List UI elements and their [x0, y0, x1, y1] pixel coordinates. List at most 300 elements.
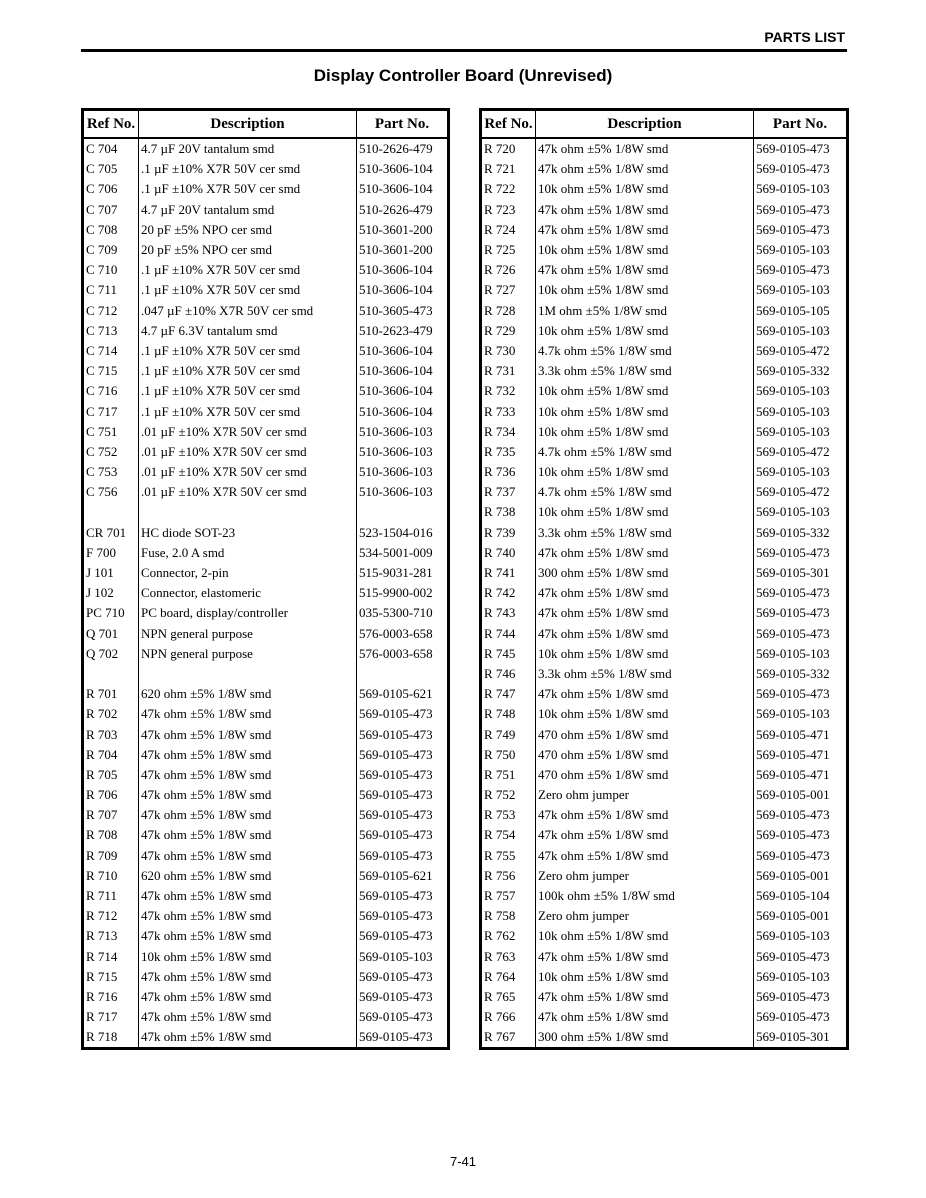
ref-no-cell: CR 701 — [83, 523, 139, 543]
table-row — [481, 523, 848, 543]
table-header-row — [83, 110, 449, 139]
part-no-cell: 510-3601-200 — [357, 240, 449, 260]
part-no-cell: 569-0105-103 — [754, 967, 848, 987]
description-cell: 470 ohm ±5% 1/8W smd — [536, 745, 754, 765]
part-no-cell: 569-0105-473 — [754, 1007, 848, 1027]
ref-no-cell: R 714 — [83, 947, 139, 967]
part-no-cell: 510-3606-104 — [357, 401, 449, 421]
ref-no-cell: R 720 — [481, 138, 536, 159]
part-no-cell: 576-0003-658 — [357, 624, 449, 644]
part-no-cell: 534-5001-009 — [357, 543, 449, 563]
description-cell: 10k ohm ±5% 1/8W smd — [536, 704, 754, 724]
ref-no-cell: R 705 — [83, 765, 139, 785]
description-cell: 47k ohm ±5% 1/8W smd — [536, 1007, 754, 1027]
description-cell: 47k ohm ±5% 1/8W smd — [536, 805, 754, 825]
description-cell: 620 ohm ±5% 1/8W smd — [139, 866, 357, 886]
table-row — [83, 523, 449, 543]
part-no-cell: 510-3606-104 — [357, 260, 449, 280]
table-row — [481, 684, 848, 704]
table-row — [481, 967, 848, 987]
table-row — [83, 704, 449, 724]
ref-no-cell: R 758 — [481, 906, 536, 926]
description-cell: HC diode SOT-23 — [139, 523, 357, 543]
description-cell: 300 ohm ±5% 1/8W smd — [536, 563, 754, 583]
table-row — [481, 240, 848, 260]
ref-no-cell: R 732 — [481, 381, 536, 401]
description-cell: .1 µF ±10% X7R 50V cer smd — [139, 179, 357, 199]
table-row — [481, 401, 848, 421]
part-no-cell: 569-0105-105 — [754, 301, 848, 321]
description-cell: 10k ohm ±5% 1/8W smd — [536, 967, 754, 987]
table-row — [83, 825, 449, 845]
part-no-cell: 569-0105-473 — [754, 260, 848, 280]
ref-no-cell: F 700 — [83, 543, 139, 563]
description-cell: 10k ohm ±5% 1/8W smd — [536, 240, 754, 260]
ref-no-cell: R 750 — [481, 745, 536, 765]
description-cell: Zero ohm jumper — [536, 866, 754, 886]
table-row — [83, 220, 449, 240]
description-cell: 620 ohm ±5% 1/8W smd — [139, 684, 357, 704]
table-row — [83, 947, 449, 967]
part-no-cell: 569-0105-473 — [357, 886, 449, 906]
table-row — [83, 624, 449, 644]
table-row — [481, 138, 848, 159]
ref-no-cell: R 727 — [481, 280, 536, 300]
ref-no-cell: R 740 — [481, 543, 536, 563]
part-no-cell: 569-0105-103 — [754, 321, 848, 341]
description-cell: 47k ohm ±5% 1/8W smd — [536, 159, 754, 179]
ref-no-cell: R 764 — [481, 967, 536, 987]
part-no-cell: 569-0105-103 — [754, 502, 848, 522]
table-row — [83, 502, 449, 522]
ref-no-cell: C 713 — [83, 321, 139, 341]
description-cell: 47k ohm ±5% 1/8W smd — [139, 704, 357, 724]
part-no-header: Part No. — [754, 110, 848, 139]
table-row — [481, 785, 848, 805]
ref-no-cell: R 748 — [481, 704, 536, 724]
description-cell: 470 ohm ±5% 1/8W smd — [536, 765, 754, 785]
ref-no-cell: R 707 — [83, 805, 139, 825]
part-no-cell: 569-0105-001 — [754, 906, 848, 926]
ref-no-cell: R 730 — [481, 341, 536, 361]
ref-no-cell: R 742 — [481, 583, 536, 603]
description-cell: 10k ohm ±5% 1/8W smd — [536, 321, 754, 341]
part-no-cell: 569-0105-473 — [357, 967, 449, 987]
table-row — [481, 906, 848, 926]
ref-no-cell: C 716 — [83, 381, 139, 401]
table-row — [481, 926, 848, 946]
ref-no-header: Ref No. — [481, 110, 536, 139]
part-no-cell: 510-3606-104 — [357, 361, 449, 381]
table-row — [481, 442, 848, 462]
part-no-cell: 576-0003-658 — [357, 644, 449, 664]
part-no-cell: 510-3601-200 — [357, 220, 449, 240]
description-cell — [139, 664, 357, 684]
description-cell: 47k ohm ±5% 1/8W smd — [536, 987, 754, 1007]
table-row — [481, 866, 848, 886]
description-cell: 47k ohm ±5% 1/8W smd — [139, 825, 357, 845]
table-row — [83, 765, 449, 785]
description-header: Description — [536, 110, 754, 139]
ref-no-cell: R 701 — [83, 684, 139, 704]
section-header: PARTS LIST — [764, 29, 845, 45]
table-row — [83, 745, 449, 765]
description-cell: 10k ohm ±5% 1/8W smd — [536, 644, 754, 664]
ref-no-cell: R 728 — [481, 301, 536, 321]
table-row — [83, 886, 449, 906]
description-cell: 4.7k ohm ±5% 1/8W smd — [536, 341, 754, 361]
description-cell: .1 µF ±10% X7R 50V cer smd — [139, 401, 357, 421]
description-header: Description — [139, 110, 357, 139]
table-row — [83, 583, 449, 603]
description-cell: .01 µF ±10% X7R 50V cer smd — [139, 422, 357, 442]
part-no-cell: 510-3606-104 — [357, 159, 449, 179]
part-no-cell: 569-0105-001 — [754, 866, 848, 886]
description-cell: 47k ohm ±5% 1/8W smd — [139, 785, 357, 805]
description-cell: 4.7k ohm ±5% 1/8W smd — [536, 482, 754, 502]
ref-no-cell: R 738 — [481, 502, 536, 522]
part-no-cell: 510-3606-103 — [357, 482, 449, 502]
table-row — [481, 846, 848, 866]
ref-no-cell: J 101 — [83, 563, 139, 583]
description-cell: 10k ohm ±5% 1/8W smd — [536, 401, 754, 421]
ref-no-cell: R 752 — [481, 785, 536, 805]
part-no-cell: 569-0105-473 — [357, 785, 449, 805]
description-cell: NPN general purpose — [139, 644, 357, 664]
table-row — [481, 947, 848, 967]
ref-no-cell: R 736 — [481, 462, 536, 482]
part-no-cell: 569-0105-473 — [357, 1007, 449, 1027]
ref-no-cell: R 749 — [481, 724, 536, 744]
table-row — [83, 664, 449, 684]
description-cell: 47k ohm ±5% 1/8W smd — [139, 886, 357, 906]
ref-no-cell: R 711 — [83, 886, 139, 906]
description-cell: 47k ohm ±5% 1/8W smd — [139, 765, 357, 785]
table-row — [481, 987, 848, 1007]
description-cell: 300 ohm ±5% 1/8W smd — [536, 1027, 754, 1049]
table-row — [83, 724, 449, 744]
part-no-cell: 510-3606-103 — [357, 422, 449, 442]
ref-no-cell: C 752 — [83, 442, 139, 462]
table-row — [481, 886, 848, 906]
part-no-cell: 569-0105-471 — [754, 765, 848, 785]
part-no-cell: 569-0105-473 — [357, 745, 449, 765]
part-no-cell: 569-0105-332 — [754, 523, 848, 543]
description-cell: 4.7k ohm ±5% 1/8W smd — [536, 442, 754, 462]
description-cell: 47k ohm ±5% 1/8W smd — [139, 1027, 357, 1049]
ref-no-cell — [83, 664, 139, 684]
description-cell: 47k ohm ±5% 1/8W smd — [536, 200, 754, 220]
part-no-cell: 510-3606-104 — [357, 341, 449, 361]
part-no-cell: 569-0105-103 — [754, 704, 848, 724]
table-row — [83, 280, 449, 300]
description-cell: 10k ohm ±5% 1/8W smd — [536, 462, 754, 482]
table-row — [83, 785, 449, 805]
ref-no-cell: R 739 — [481, 523, 536, 543]
description-cell: 20 pF ±5% NPO cer smd — [139, 220, 357, 240]
description-cell: Connector, 2-pin — [139, 563, 357, 583]
part-no-cell: 569-0105-473 — [754, 805, 848, 825]
part-no-cell: 569-0105-103 — [754, 280, 848, 300]
ref-no-cell: R 706 — [83, 785, 139, 805]
ref-no-cell: R 713 — [83, 926, 139, 946]
description-cell: .01 µF ±10% X7R 50V cer smd — [139, 462, 357, 482]
description-cell: 47k ohm ±5% 1/8W smd — [139, 745, 357, 765]
table-row — [83, 381, 449, 401]
part-no-cell: 569-0105-621 — [357, 684, 449, 704]
table-row — [83, 684, 449, 704]
ref-no-cell: C 717 — [83, 401, 139, 421]
ref-no-cell: R 710 — [83, 866, 139, 886]
table-row — [83, 644, 449, 664]
ref-no-cell: R 757 — [481, 886, 536, 906]
table-row — [481, 321, 848, 341]
part-no-cell: 569-0105-473 — [357, 906, 449, 926]
table-row — [83, 866, 449, 886]
ref-no-cell: C 714 — [83, 341, 139, 361]
ref-no-cell: R 703 — [83, 724, 139, 744]
table-row — [481, 422, 848, 442]
description-cell: 47k ohm ±5% 1/8W smd — [139, 926, 357, 946]
ref-no-cell: R 755 — [481, 846, 536, 866]
table-row — [83, 179, 449, 199]
table-row — [481, 220, 848, 240]
part-no-cell: 510-2623-479 — [357, 321, 449, 341]
ref-no-cell: R 751 — [481, 765, 536, 785]
ref-no-cell: R 765 — [481, 987, 536, 1007]
ref-no-cell: R 721 — [481, 159, 536, 179]
table-row — [481, 1027, 848, 1049]
description-cell: .1 µF ±10% X7R 50V cer smd — [139, 280, 357, 300]
description-cell: Connector, elastomeric — [139, 583, 357, 603]
ref-no-cell: R 715 — [83, 967, 139, 987]
table-row — [481, 765, 848, 785]
table-row — [83, 200, 449, 220]
description-cell: 1M ohm ±5% 1/8W smd — [536, 301, 754, 321]
part-no-cell: 510-3606-103 — [357, 442, 449, 462]
table-row — [481, 341, 848, 361]
description-cell: 10k ohm ±5% 1/8W smd — [139, 947, 357, 967]
table-row — [481, 724, 848, 744]
table-row — [481, 603, 848, 623]
ref-no-cell: C 712 — [83, 301, 139, 321]
ref-no-cell: C 711 — [83, 280, 139, 300]
description-cell: 10k ohm ±5% 1/8W smd — [536, 422, 754, 442]
description-cell: 47k ohm ±5% 1/8W smd — [536, 624, 754, 644]
description-cell: NPN general purpose — [139, 624, 357, 644]
table-row — [83, 361, 449, 381]
part-no-cell: 569-0105-473 — [754, 825, 848, 845]
table-row — [83, 805, 449, 825]
description-cell: PC board, display/controller — [139, 603, 357, 623]
description-cell: 47k ohm ±5% 1/8W smd — [139, 1007, 357, 1027]
table-row — [481, 704, 848, 724]
ref-no-cell: R 754 — [481, 825, 536, 845]
description-cell: 4.7 µF 20V tantalum smd — [139, 200, 357, 220]
description-cell: .1 µF ±10% X7R 50V cer smd — [139, 260, 357, 280]
description-cell: .1 µF ±10% X7R 50V cer smd — [139, 159, 357, 179]
table-row — [481, 583, 848, 603]
table-row — [481, 745, 848, 765]
table-row — [83, 442, 449, 462]
table-row — [83, 846, 449, 866]
ref-no-cell: R 747 — [481, 684, 536, 704]
page-number: 7-41 — [449, 1154, 477, 1169]
table-row — [83, 462, 449, 482]
ref-no-cell: C 707 — [83, 200, 139, 220]
table-row — [83, 401, 449, 421]
ref-no-cell: R 716 — [83, 987, 139, 1007]
header-rule — [81, 49, 847, 52]
ref-no-cell: R 704 — [83, 745, 139, 765]
table-row — [481, 502, 848, 522]
description-cell: 10k ohm ±5% 1/8W smd — [536, 179, 754, 199]
description-cell: 47k ohm ±5% 1/8W smd — [139, 967, 357, 987]
table-row — [481, 825, 848, 845]
ref-no-cell: R 723 — [481, 200, 536, 220]
part-no-cell: 569-0105-103 — [754, 462, 848, 482]
part-no-cell: 569-0105-473 — [357, 805, 449, 825]
part-no-cell: 569-0105-473 — [357, 704, 449, 724]
ref-no-cell: C 709 — [83, 240, 139, 260]
part-no-cell: 569-0105-301 — [754, 1027, 848, 1049]
table-row — [481, 462, 848, 482]
part-no-cell: 569-0105-103 — [754, 422, 848, 442]
part-no-cell: 569-0105-473 — [357, 825, 449, 845]
part-no-cell: 569-0105-473 — [754, 947, 848, 967]
table-row — [83, 987, 449, 1007]
part-no-cell: 510-3606-104 — [357, 280, 449, 300]
ref-no-cell: R 729 — [481, 321, 536, 341]
table-row — [481, 1007, 848, 1027]
ref-no-cell: R 737 — [481, 482, 536, 502]
part-no-cell: 569-0105-472 — [754, 442, 848, 462]
ref-no-cell: R 722 — [481, 179, 536, 199]
description-cell: 470 ohm ±5% 1/8W smd — [536, 724, 754, 744]
part-no-cell: 569-0105-301 — [754, 563, 848, 583]
parts-table-left — [81, 108, 450, 1050]
part-no-cell: 569-0105-473 — [754, 603, 848, 623]
table-row — [481, 280, 848, 300]
description-cell: .01 µF ±10% X7R 50V cer smd — [139, 442, 357, 462]
table-row — [83, 240, 449, 260]
part-no-cell: 569-0105-473 — [754, 159, 848, 179]
table-row — [83, 422, 449, 442]
ref-no-cell: R 745 — [481, 644, 536, 664]
table-row — [481, 179, 848, 199]
part-no-cell: 569-0105-103 — [754, 926, 848, 946]
ref-no-cell: R 763 — [481, 947, 536, 967]
part-no-cell: 569-0105-332 — [754, 664, 848, 684]
description-cell: 4.7 µF 20V tantalum smd — [139, 138, 357, 159]
part-no-cell: 569-0105-473 — [357, 926, 449, 946]
ref-no-header: Ref No. — [83, 110, 139, 139]
description-cell: 3.3k ohm ±5% 1/8W smd — [536, 361, 754, 381]
description-cell: 47k ohm ±5% 1/8W smd — [536, 603, 754, 623]
ref-no-cell: PC 710 — [83, 603, 139, 623]
description-cell: 47k ohm ±5% 1/8W smd — [139, 724, 357, 744]
part-no-cell: 569-0105-472 — [754, 482, 848, 502]
ref-no-cell: R 756 — [481, 866, 536, 886]
part-no-cell: 569-0105-473 — [357, 987, 449, 1007]
table-row — [481, 563, 848, 583]
ref-no-cell: C 751 — [83, 422, 139, 442]
ref-no-cell: C 756 — [83, 482, 139, 502]
part-no-cell: 569-0105-103 — [754, 644, 848, 664]
description-cell: 47k ohm ±5% 1/8W smd — [139, 846, 357, 866]
table-row — [83, 563, 449, 583]
description-cell: .047 µF ±10% X7R 50V cer smd — [139, 301, 357, 321]
description-cell: 10k ohm ±5% 1/8W smd — [536, 280, 754, 300]
ref-no-cell: C 704 — [83, 138, 139, 159]
description-cell: 20 pF ±5% NPO cer smd — [139, 240, 357, 260]
description-cell: Zero ohm jumper — [536, 906, 754, 926]
table-row — [83, 260, 449, 280]
ref-no-cell: R 735 — [481, 442, 536, 462]
table-row — [83, 906, 449, 926]
description-cell: 47k ohm ±5% 1/8W smd — [536, 583, 754, 603]
part-no-cell: 569-0105-621 — [357, 866, 449, 886]
table-row — [83, 159, 449, 179]
part-no-cell — [357, 664, 449, 684]
part-no-cell — [357, 502, 449, 522]
parts-table-right — [479, 108, 849, 1050]
table-row — [83, 543, 449, 563]
table-row — [83, 603, 449, 623]
table-row — [481, 200, 848, 220]
ref-no-cell: R 762 — [481, 926, 536, 946]
part-no-cell: 510-3605-473 — [357, 301, 449, 321]
ref-no-cell: R 744 — [481, 624, 536, 644]
description-cell: 47k ohm ±5% 1/8W smd — [139, 805, 357, 825]
ref-no-cell: R 717 — [83, 1007, 139, 1027]
part-no-cell: 523-1504-016 — [357, 523, 449, 543]
part-no-cell: 510-3606-103 — [357, 462, 449, 482]
part-no-cell: 569-0105-103 — [754, 240, 848, 260]
part-no-cell: 569-0105-104 — [754, 886, 848, 906]
table-row — [481, 644, 848, 664]
ref-no-cell: R 733 — [481, 401, 536, 421]
part-no-cell: 569-0105-103 — [754, 179, 848, 199]
part-no-cell: 569-0105-473 — [754, 684, 848, 704]
part-no-cell: 569-0105-471 — [754, 745, 848, 765]
description-cell: 100k ohm ±5% 1/8W smd — [536, 886, 754, 906]
ref-no-cell: R 731 — [481, 361, 536, 381]
ref-no-cell: C 715 — [83, 361, 139, 381]
description-cell: 3.3k ohm ±5% 1/8W smd — [536, 664, 754, 684]
ref-no-cell — [83, 502, 139, 522]
description-cell: 4.7 µF 6.3V tantalum smd — [139, 321, 357, 341]
table-row — [83, 321, 449, 341]
table-row — [481, 624, 848, 644]
ref-no-cell: R 718 — [83, 1027, 139, 1049]
part-no-cell: 569-0105-473 — [754, 220, 848, 240]
description-cell: .1 µF ±10% X7R 50V cer smd — [139, 361, 357, 381]
ref-no-cell: R 767 — [481, 1027, 536, 1049]
part-no-cell: 510-2626-479 — [357, 138, 449, 159]
part-no-cell: 569-0105-471 — [754, 724, 848, 744]
ref-no-cell: R 702 — [83, 704, 139, 724]
part-no-cell: 510-2626-479 — [357, 200, 449, 220]
ref-no-cell: Q 702 — [83, 644, 139, 664]
table-row — [481, 482, 848, 502]
part-no-cell: 569-0105-103 — [357, 947, 449, 967]
description-cell: 47k ohm ±5% 1/8W smd — [139, 906, 357, 926]
ref-no-cell: R 753 — [481, 805, 536, 825]
ref-no-cell: C 710 — [83, 260, 139, 280]
table-row — [83, 1007, 449, 1027]
ref-no-cell: C 708 — [83, 220, 139, 240]
